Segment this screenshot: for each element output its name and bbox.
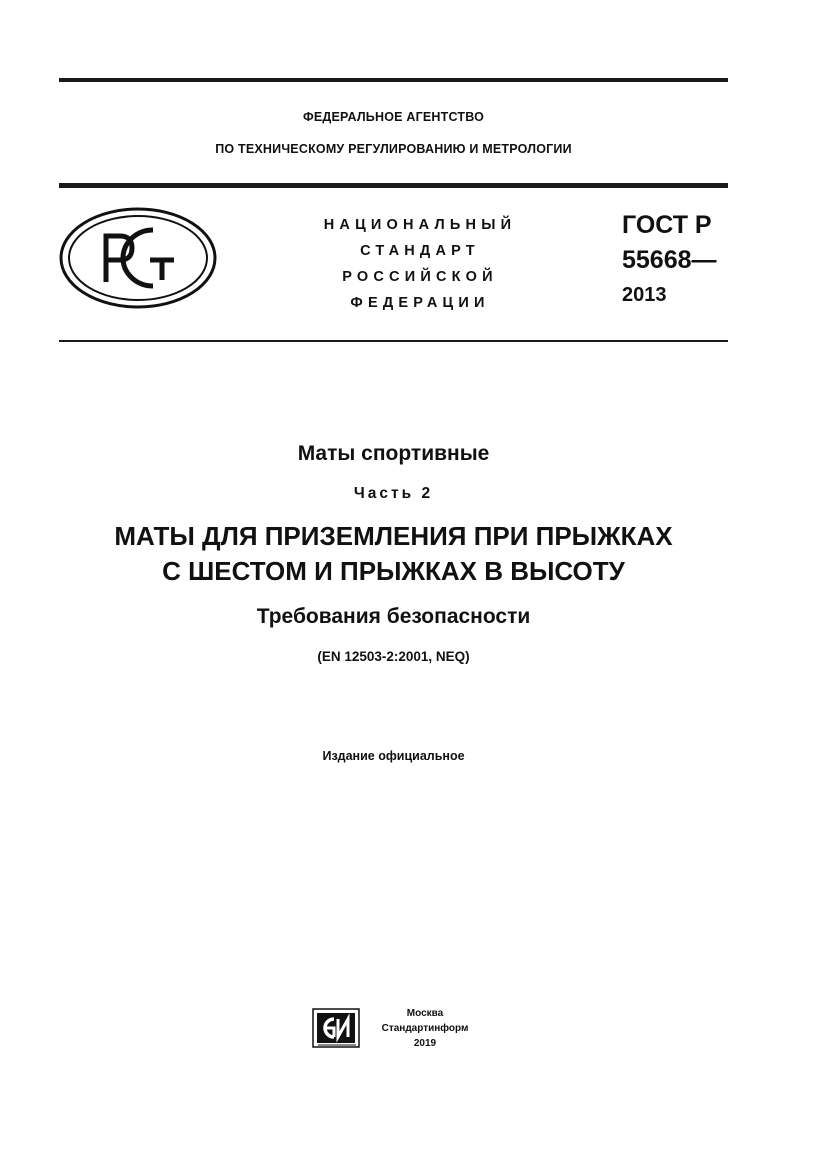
edition-label: Издание официальное bbox=[322, 749, 465, 763]
subtitle-line-1: МАТЫ ДЛЯ ПРИЗЕМЛЕНИЯ ПРИ ПРЫЖКАХ bbox=[114, 521, 673, 551]
publisher-name: Стандартинформ bbox=[381, 1023, 469, 1034]
gost-year: 2013 bbox=[622, 284, 667, 306]
top-rule bbox=[59, 78, 728, 82]
publisher-block bbox=[360, 1006, 490, 1051]
publisher-year: 2019 bbox=[413, 1038, 437, 1049]
standard-type bbox=[300, 212, 540, 316]
standartinform-logo-icon bbox=[312, 1008, 360, 1048]
agency-line-1: ФЕДЕРАЛЬНОЕ АГЕНТСТВО bbox=[302, 110, 485, 124]
header-rule bbox=[59, 183, 728, 188]
gost-prefix: ГОСТ Р bbox=[622, 211, 712, 239]
standard-type-line-4: ФЕДЕРАЦИИ bbox=[350, 295, 490, 311]
reference-standard: (EN 12503-2:2001, NEQ) bbox=[317, 649, 470, 664]
gost-number: 55668— bbox=[622, 246, 717, 274]
header-bottom-rule bbox=[59, 340, 728, 342]
standard-type-line-2: СТАНДАРТ bbox=[360, 243, 480, 259]
part-label: Часть 2 bbox=[353, 485, 434, 502]
standard-type-line-3: РОССИЙСКОЙ bbox=[342, 269, 498, 285]
subtitle-line-2: С ШЕСТОМ И ПРЫЖКАХ В ВЫСОТУ bbox=[162, 556, 625, 586]
agency-line-2: ПО ТЕХНИЧЕСКОМУ РЕГУЛИРОВАНИЮ И МЕТРОЛОГИИ bbox=[215, 142, 572, 156]
standard-type-line-1: НАЦИОНАЛЬНЫЙ bbox=[323, 217, 517, 233]
document-title: Маты спортивные bbox=[297, 442, 490, 465]
requirements-title: Требования безопасности bbox=[256, 605, 531, 628]
rst-logo-icon bbox=[58, 206, 218, 310]
publisher-city: Москва bbox=[406, 1008, 444, 1019]
